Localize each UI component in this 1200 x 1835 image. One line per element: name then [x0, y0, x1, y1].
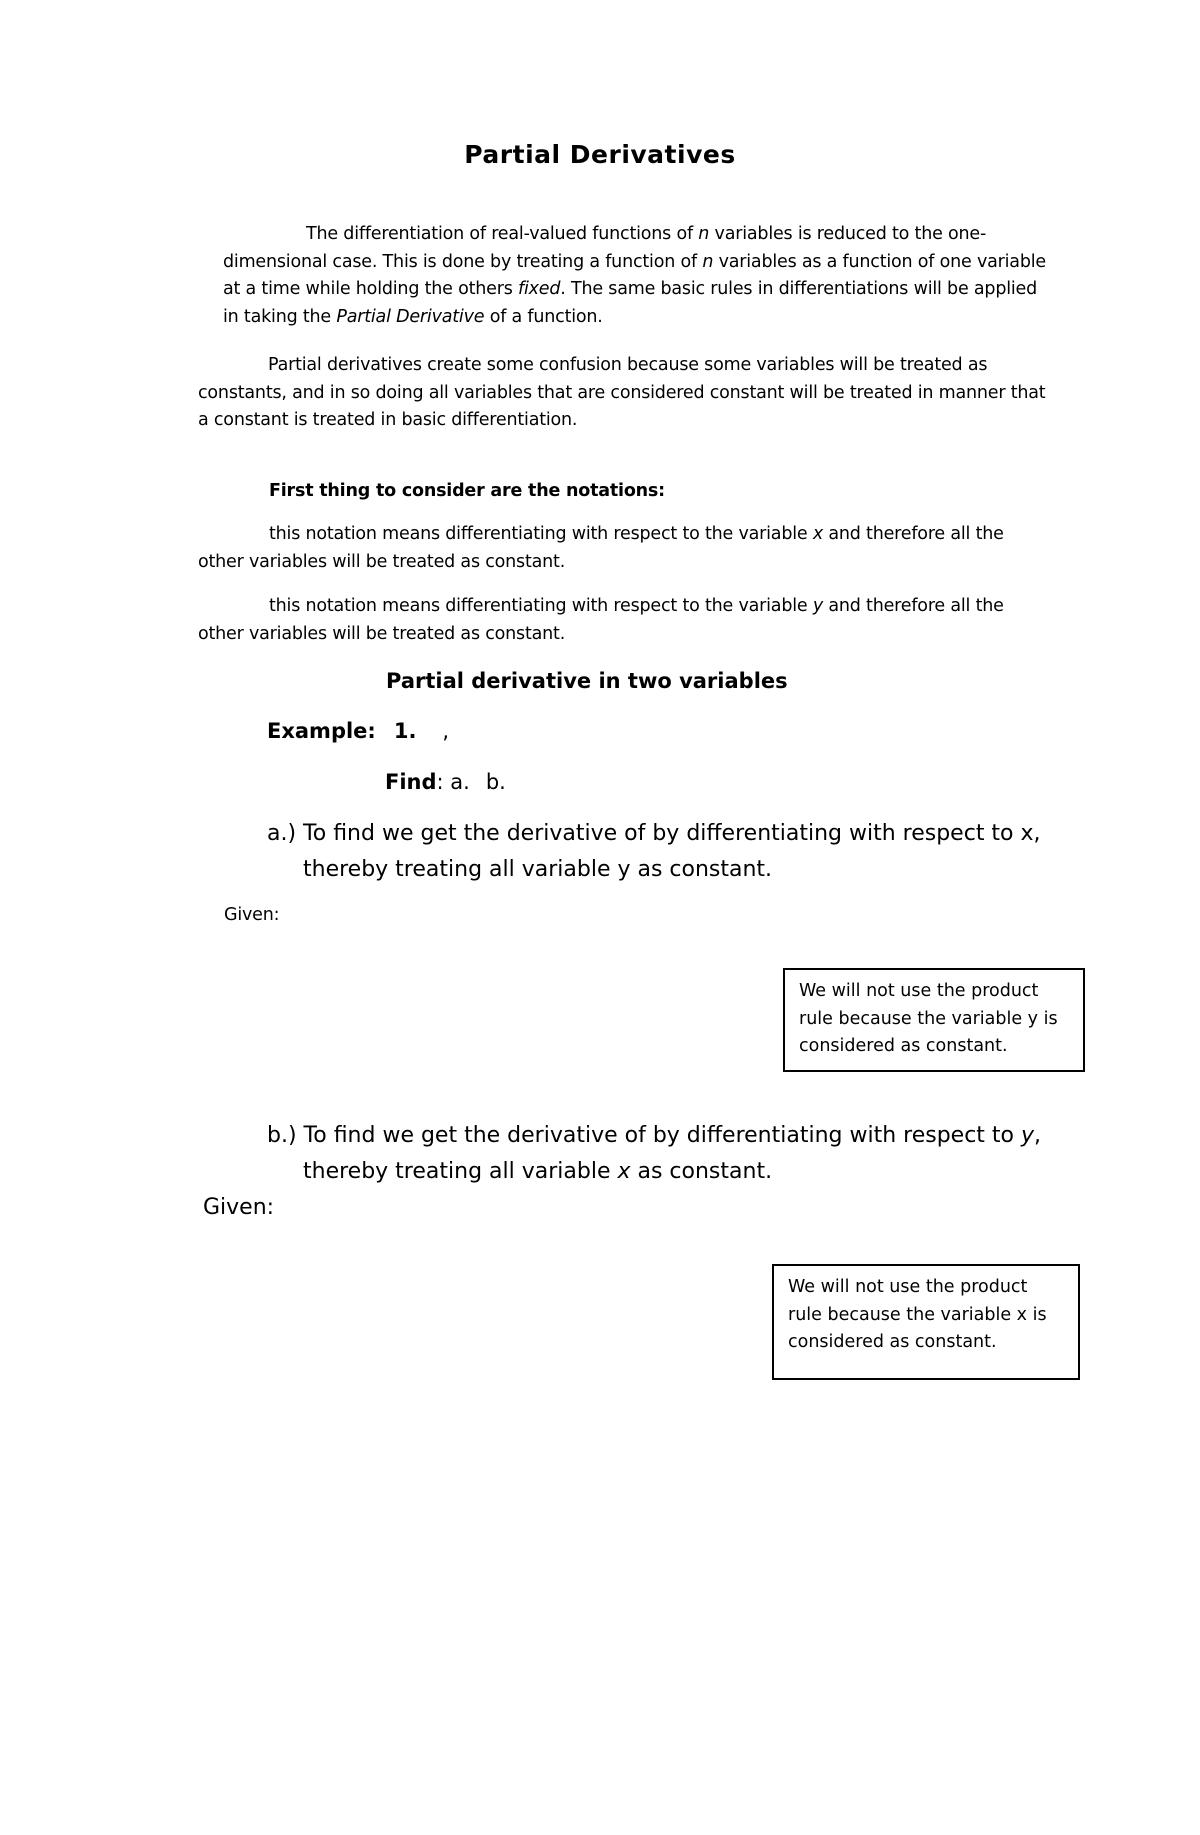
notation-y-line-1: this notation means differentiating with respect to the variable y and therefore all the: [269, 596, 1004, 616]
example-number: 1.: [393, 719, 417, 743]
confusion-line-1: Partial derivatives create some confusion because some variables will be treated as: [268, 355, 988, 375]
notation-y-line-2: other variables will be treated as constant.: [198, 623, 566, 644]
part-a-given: Given:: [224, 905, 280, 925]
example-label: Example:: [267, 719, 376, 743]
notations-heading: First thing to consider are the notations:: [269, 481, 665, 501]
notation-x-paragraph: [198, 521, 1158, 576]
intro-line-1: The differentiation of real-valued functions of n variables is reduced to the one-: [306, 224, 987, 244]
find-part-b: b.: [485, 770, 506, 794]
part-a-paragraph: [267, 816, 1167, 888]
confusion-paragraph: [198, 352, 1158, 435]
part-b-note-box: We will not use the product rule because the variable x is considered as constant.: [772, 1264, 1080, 1380]
part-b-line-2: thereby treating all variable x as constant.: [303, 1159, 773, 1184]
notation-x-line-1: this notation means differentiating with respect to the variable x and therefore all the: [269, 524, 1004, 544]
part-b-given: Given:: [203, 1195, 275, 1220]
intro-line-3: at a time while holding the others fixed. The same basic rules in differentiations will be applied: [223, 279, 1038, 299]
intro-line-2: dimensional case. This is done by treating a function of n variables as a function of one variable: [223, 251, 1046, 272]
section-heading: Partial derivative in two variables: [386, 669, 788, 693]
part-a-line-1: a.) To find we get the derivative of by differentiating with respect to x,: [267, 821, 1041, 846]
part-a-note-box: We will not use the product rule because the variable y is considered as constant.: [783, 968, 1085, 1072]
part-a-line-2: thereby treating all variable y as constant.: [303, 857, 773, 882]
find-label: Find: [385, 770, 437, 794]
find-line: [385, 767, 506, 797]
confusion-line-2: constants, and in so doing all variables that are considered constant will be treated in manner that: [198, 382, 1046, 403]
confusion-line-3: a constant is treated in basic differentiation.: [198, 410, 578, 430]
find-part-a: : a.: [436, 770, 470, 794]
part-b-line-1: b.) To find we get the derivative of by differentiating with respect to y,: [267, 1123, 1042, 1148]
page-title: Partial Derivatives: [464, 140, 736, 169]
example-comma: ,: [442, 719, 450, 743]
intro-line-4: in taking the Partial Derivative of a function.: [223, 306, 603, 327]
intro-paragraph: [223, 221, 1123, 331]
notation-y-paragraph: [198, 593, 1158, 648]
notation-x-line-2: other variables will be treated as constant.: [198, 551, 566, 572]
part-b-paragraph: [267, 1118, 1187, 1190]
example-line: [267, 716, 449, 746]
